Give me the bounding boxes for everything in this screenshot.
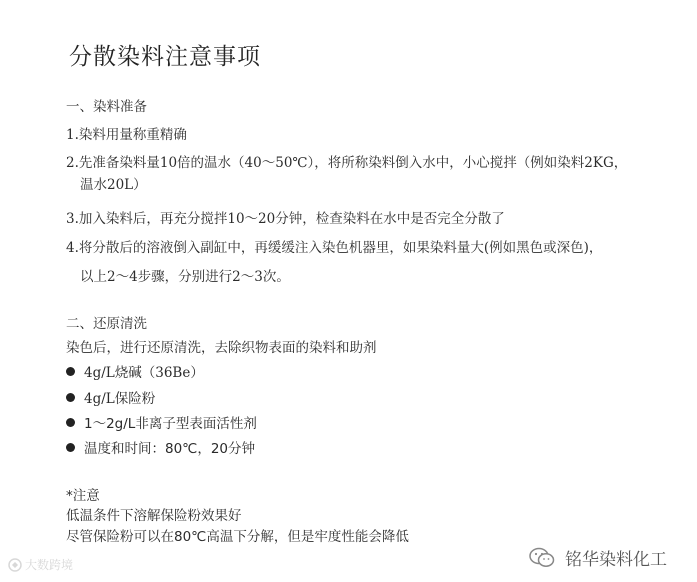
watermark-left-text: 大数跨境 xyxy=(25,558,74,572)
list-item xyxy=(66,412,257,432)
notes-heading: *注意 xyxy=(66,488,100,504)
watermark-right-text: 铭华染料化工 xyxy=(565,550,667,570)
list-item-text: 4g/L烧碱（36Be） xyxy=(84,365,204,381)
bullet-icon xyxy=(66,418,75,427)
watermark-left xyxy=(8,556,73,573)
bullet-icon xyxy=(66,367,75,376)
list-item-text: 1～2g/L非离子型表面活性剂 xyxy=(84,416,257,432)
wechat-icon xyxy=(529,547,555,569)
note-line: 尽管保险粉可以在80℃高温下分解，但是牢度性能会降低 xyxy=(66,529,409,545)
page-title: 分散染料注意事项 xyxy=(69,44,261,70)
bullet-icon xyxy=(66,443,75,452)
brand-logo-icon xyxy=(8,558,22,572)
list-item-text: 4g/L保险粉 xyxy=(84,391,156,407)
watermark-right xyxy=(529,545,667,570)
bullet-icon xyxy=(66,393,75,402)
note-line: 低温条件下溶解保险粉效果好 xyxy=(66,508,242,524)
step-3: 3.加入染料后，再充分搅拌10～20分钟，检查染料在水中是否完全分散了 xyxy=(66,211,505,227)
step-1: 1.染料用量称重精确 xyxy=(66,127,187,143)
step-2: 2.先准备染料量10倍的温水（40～50℃），将所称染料倒入水中，小心搅拌（例如染料2KG， xyxy=(66,155,628,171)
list-item-text: 温度和时间：80℃，20分钟 xyxy=(84,441,256,457)
step-4-continued: 以上2～4步骤，分别进行2～3次。 xyxy=(80,269,290,285)
list-item xyxy=(66,437,255,457)
reduction-cleaning-intro: 染色后，进行还原清洗，去除织物表面的染料和助剂 xyxy=(66,340,377,356)
list-item xyxy=(66,361,204,381)
step-4: 4.将分散后的溶液倒入副缸中，再缓缓注入染色机器里，如果染料量大(例如黑色或深色)， xyxy=(66,240,603,256)
step-2-continued: 温水20L） xyxy=(80,177,147,193)
section-heading-reduction-cleaning: 二、还原清洗 xyxy=(66,316,147,332)
list-item xyxy=(66,387,155,407)
section-heading-dye-preparation: 一、染料准备 xyxy=(66,99,147,115)
